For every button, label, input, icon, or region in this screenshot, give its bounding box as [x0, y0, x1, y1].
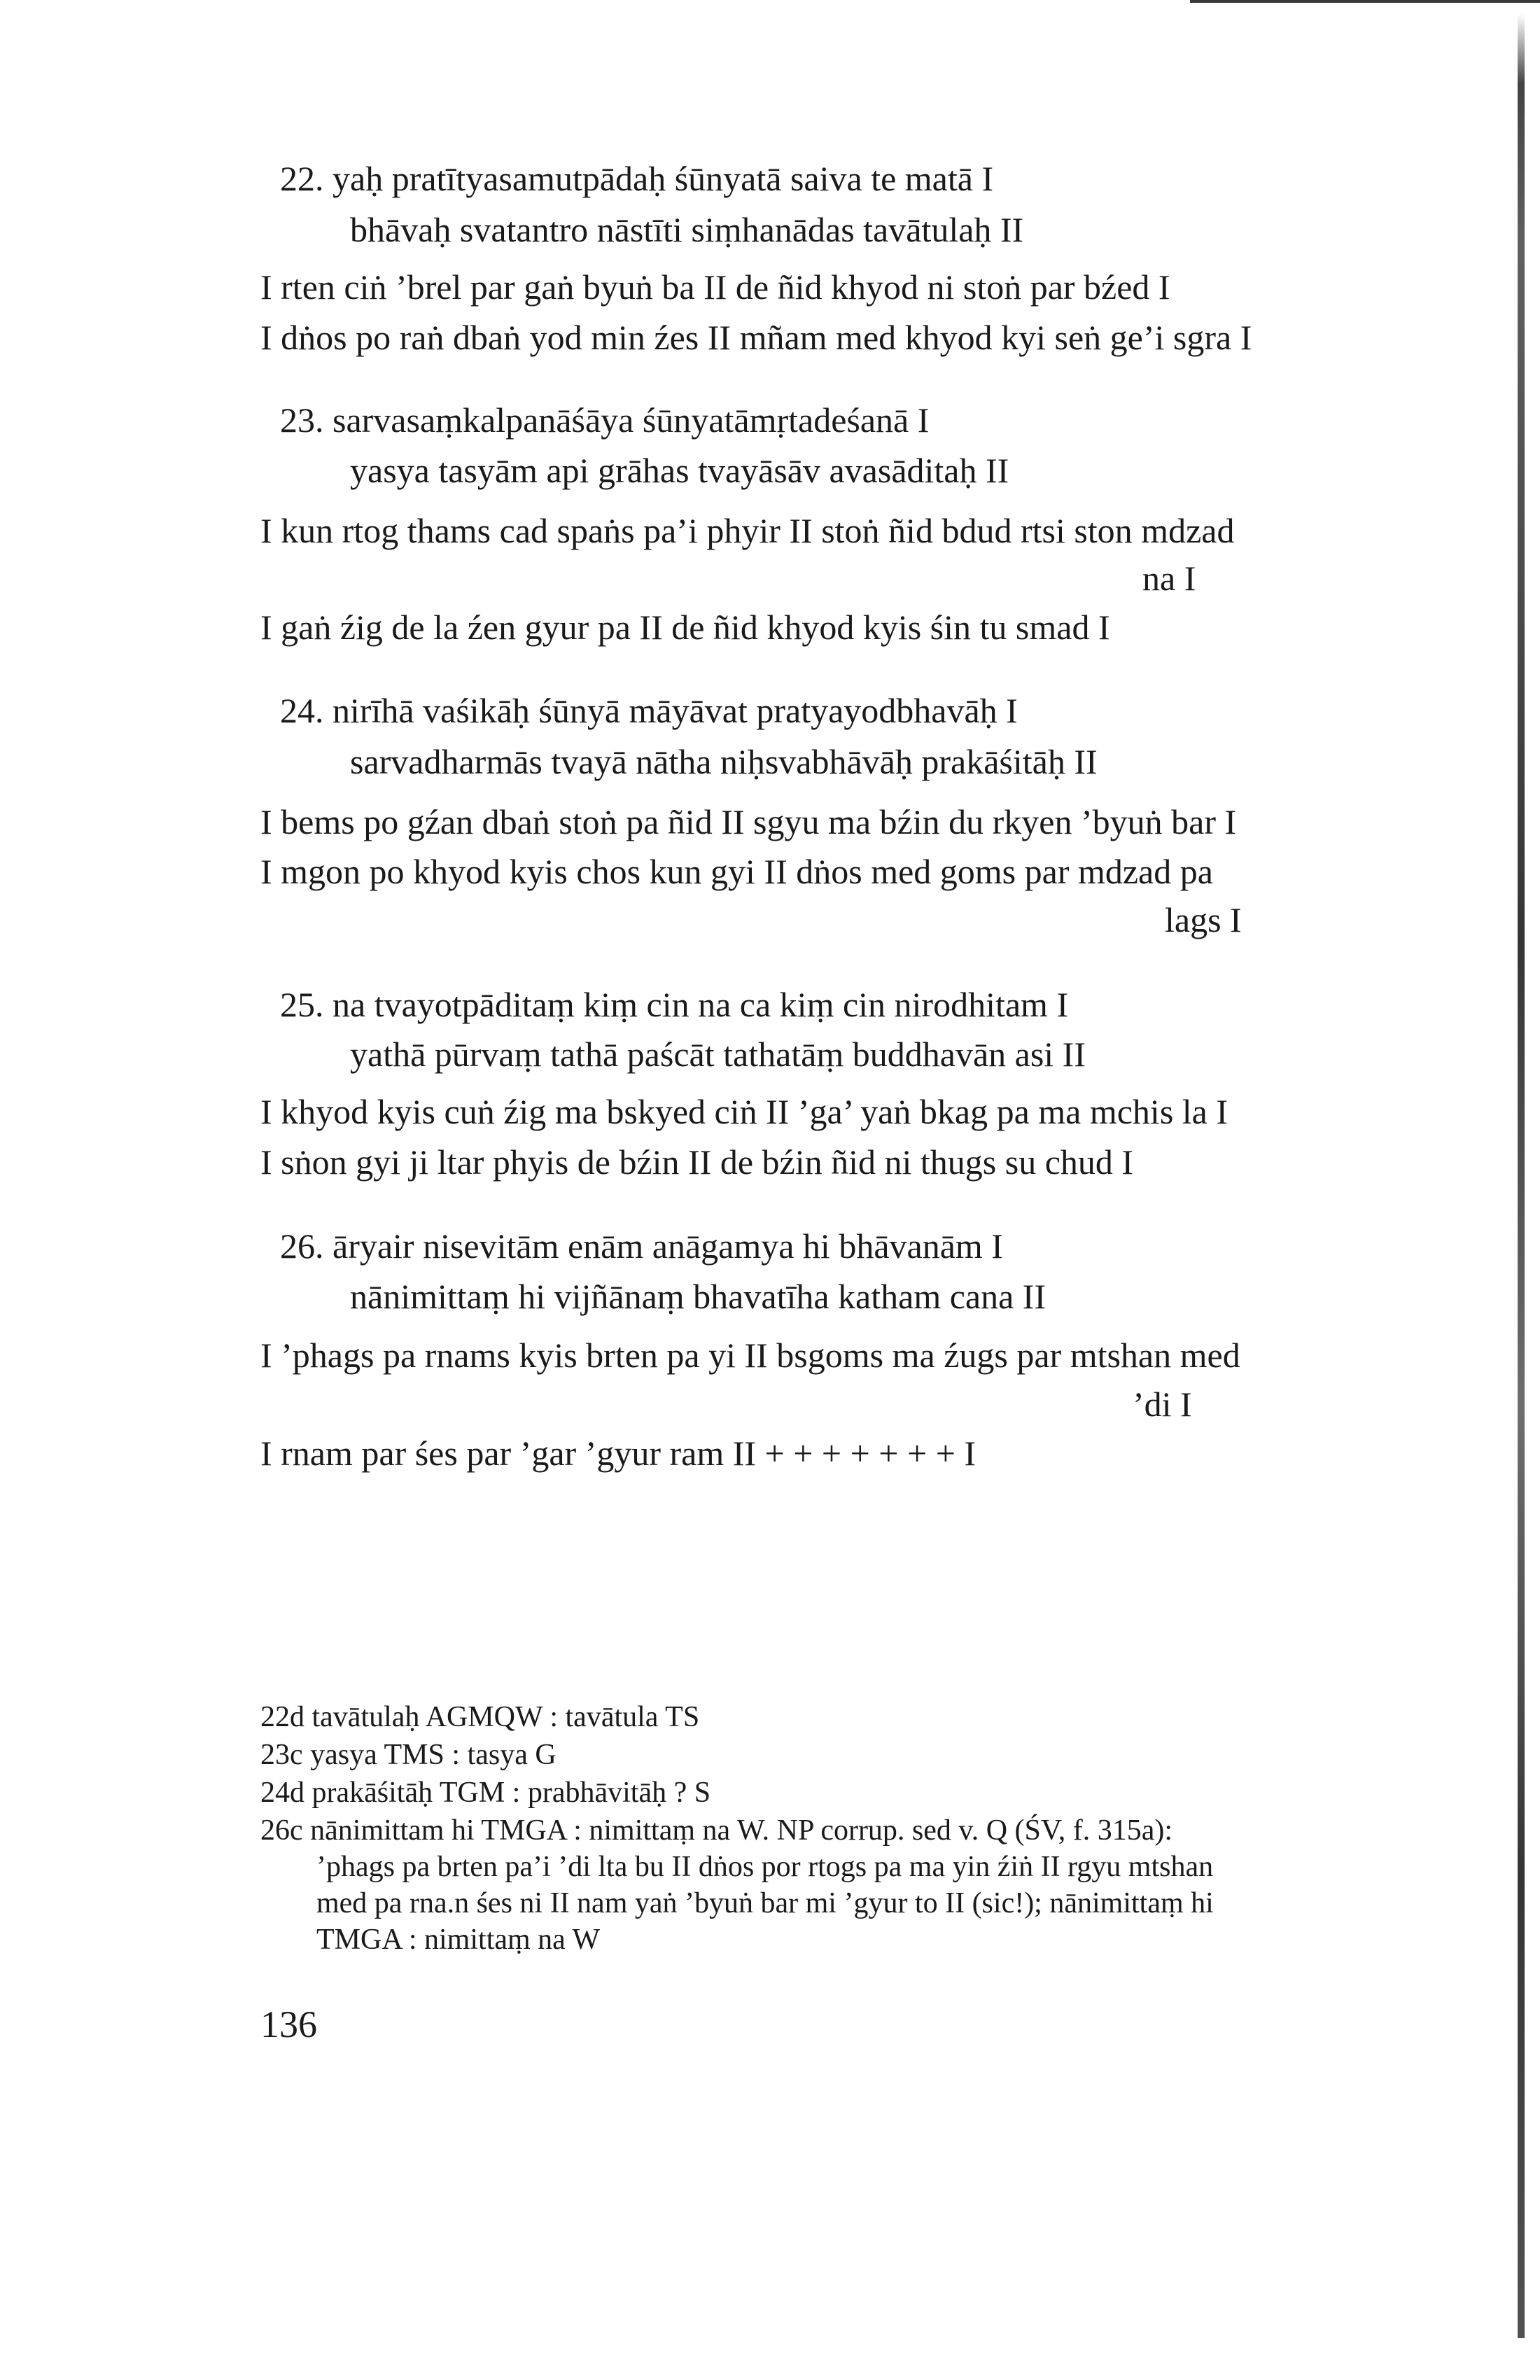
scan-edge-line — [1190, 0, 1540, 3]
page-gutter-shadow — [1518, 14, 1525, 2338]
verse-26-skt-b: nānimittaṃ hi vijñānaṃ bhavatīha katham cana II — [350, 1277, 1046, 1316]
footnote-22d: 22d tavātulaḥ AGMQW : tavātula TS — [260, 1701, 700, 1733]
page-number: 136 — [260, 2003, 317, 2045]
footnote-26c-cont-3: TMGA : nimittaṃ na W — [316, 1924, 601, 1956]
footnote-26c-cont-2: med pa rna.n śes ni II nam yaṅ ’byuṅ bar mi ’gyur to II (sic!); nānimittaṃ hi — [316, 1887, 1214, 1919]
verse-23-tib-b: I gaṅ źig de la źen gyur pa II de ñid khyod kyis śin tu smad I — [260, 608, 1110, 647]
verse-23-tib-a: I kun rtog thams cad spaṅs pa’i phyir II stoṅ ñid bdud rtsi ston mdzad — [260, 511, 1235, 550]
verse-number: 23. — [280, 400, 324, 440]
verse-24-tib-cont: lags I — [1165, 900, 1242, 939]
verse-26-skt-a: 26. āryair nisevitām enām anāgamya hi bhāvanām I — [280, 1226, 1003, 1266]
verse-25-tib-b: I sṅon gyi ji ltar phyis de bźin II de bźin ñid ni thugs su chud I — [260, 1142, 1134, 1182]
footnote-24d: 24d prakāśitāḥ TGM : prabhāvitāḥ ? S — [260, 1777, 711, 1809]
verse-26-tib-b: I rnam par śes par ’gar ’gyur ram II + + + + + + + I — [260, 1434, 976, 1473]
verse-24-skt-b: sarvadharmās tvayā nātha niḥsvabhāvāḥ prakāśitāḥ II — [350, 742, 1098, 781]
verse-23-skt-b: yasya tasyām api grāhas tvayāsāv avasāditaḥ II — [350, 451, 1009, 490]
verse-number: 24. — [280, 691, 324, 730]
verse-25-tib-a: I khyod kyis cuṅ źig ma bskyed ciṅ II ’ga’ yaṅ bkag pa ma mchis la I — [260, 1092, 1228, 1131]
verse-22-tib-a: I rten ciṅ ’brel par gaṅ byuṅ ba II de ñid khyod ni stoṅ par bźed I — [260, 267, 1170, 307]
verse-26-tib-cont: ’di I — [1133, 1385, 1192, 1424]
verse-22-skt-b: bhāvaḥ svatantro nāstīti siṃhanādas tavātulaḥ II — [350, 210, 1024, 249]
verse-24-tib-a: I bems po gźan dbaṅ stoṅ pa ñid II sgyu ma bźin du rkyen ’byuṅ bar I — [260, 802, 1237, 841]
verse-number: 25. — [280, 985, 324, 1024]
verse-25-skt-a: 25. na tvayotpāditaṃ kiṃ cin na ca kiṃ cin nirodhitam I — [280, 985, 1069, 1024]
verse-24-tib-b: I mgon po khyod kyis chos kun gyi II dṅos med goms par mdzad pa — [260, 852, 1213, 891]
verse-24-skt-a: 24. nirīhā vaśikāḥ śūnyā māyāvat pratyayodbhavāḥ I — [280, 691, 1018, 730]
verse-22-tib-b: I dṅos po raṅ dbaṅ yod min źes II mñam med khyod kyi seṅ ge’i sgra I — [260, 318, 1252, 357]
verse-number: 26. — [280, 1226, 324, 1266]
verse-25-skt-b: yathā pūrvaṃ tathā paścāt tathatāṃ buddhavān asi II — [350, 1035, 1086, 1074]
verse-23-tib-cont: na I — [1142, 559, 1196, 598]
footnote-23c: 23c yasya TMS : tasya G — [260, 1739, 556, 1771]
verse-23-skt-a: 23. sarvasaṃkalpanāśāya śūnyatāmṛtadeśanā I — [280, 400, 930, 440]
footnote-26c: 26c nānimittam hi TMGA : nimittaṃ na W. NP corrup. sed v. Q (ŚV, f. 315a): — [260, 1814, 1173, 1847]
verse-number: 22. — [280, 159, 324, 198]
verse-22-skt-a: 22. yaḥ pratītyasamutpādaḥ śūnyatā saiva te matā I — [280, 159, 994, 198]
verse-26-tib-a: I ’phags pa rnams kyis brten pa yi II bsgoms ma źugs par mtshan med — [260, 1336, 1240, 1375]
footnote-26c-cont-1: ’phags pa brten pa’i ’di lta bu II dṅos por rtogs pa ma yin źiṅ II rgyu mtshan — [316, 1851, 1214, 1883]
